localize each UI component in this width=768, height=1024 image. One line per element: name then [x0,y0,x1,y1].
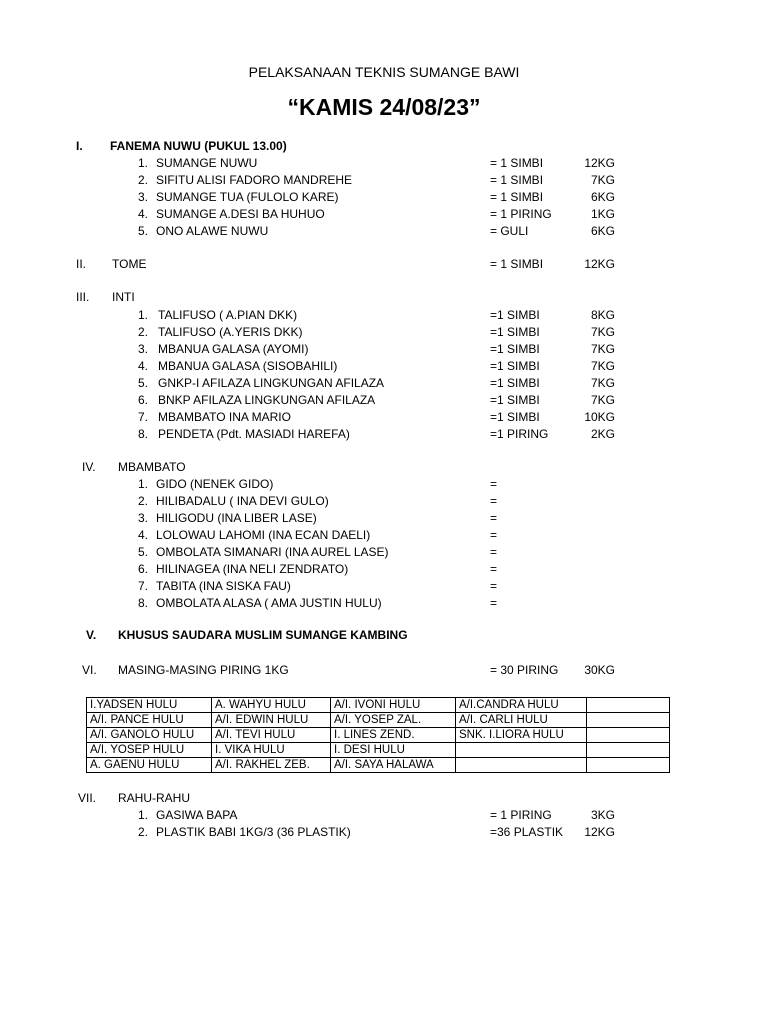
item-number: 2. [137,173,148,187]
item-weight: 8KG [590,308,615,322]
item-name: TABITA (INA SISKA FAU) [156,579,291,593]
item-name: MBANUA GALASA (SISOBAHILI) [158,359,338,373]
item-weight: 1KG [590,207,615,221]
item-weight: 12KG [584,156,615,170]
section-number: VI. [82,663,97,677]
item-quantity: = [490,511,498,525]
item-weight: 7KG [590,376,615,390]
item-quantity: =36 PLASTIK [490,825,564,839]
document-title: PELAKSANAAN TEKNIS SUMANGE BAWI [248,64,520,80]
table-cell [587,743,670,758]
section-weight: 12KG [584,257,615,271]
item-name: OMBOLATA SIMANARI (INA AUREL LASE) [156,545,389,559]
section-quantity: = 1 SIMBI [490,257,544,271]
section-label: KHUSUS SAUDARA MUSLIM SUMANGE KAMBING [118,628,408,642]
item-quantity: = 1 PIRING [490,207,552,221]
table-cell: SNK. I.LIORA HULU [456,728,587,743]
section-weight: 30KG [584,663,615,677]
section-number: V. [86,628,97,642]
item-number: 6. [137,562,148,576]
item-name: HILIBADALU ( INA DEVI GULO) [156,494,329,508]
item-weight: 2KG [590,427,615,441]
section-number: I. [76,139,83,153]
item-quantity: =1 SIMBI [490,410,540,424]
table-cell: A/I. SAYA HALAWA [331,758,456,773]
table-cell [587,758,670,773]
section-number: IV. [82,460,96,474]
item-number: 7. [137,410,148,424]
item-quantity: = GULI [490,224,529,238]
section-number: VII. [78,791,97,805]
table-cell [587,728,670,743]
item-quantity: = [490,579,498,593]
table-cell [587,698,670,713]
item-weight: 6KG [590,224,615,238]
item-weight: 7KG [590,359,615,373]
item-number: 2. [137,325,148,339]
item-weight: 7KG [590,342,615,356]
item-number: 3. [137,342,148,356]
item-name: PENDETA (Pdt. MASIADI HAREFA) [158,427,350,441]
item-name: OMBOLATA ALASA ( AMA JUSTIN HULU) [156,596,382,610]
item-name: MBAMBATO INA MARIO [158,410,291,424]
item-number: 6. [137,393,148,407]
item-name: MBANUA GALASA (AYOMI) [158,342,309,356]
table-cell: A/I. EDWIN HULU [212,713,331,728]
item-quantity: = [490,477,498,491]
table-cell: A/I. TEVI HULU [212,728,331,743]
item-name: BNKP AFILAZA LINGKUNGAN AFILAZA [158,393,376,407]
table-cell: A. WAHYU HULU [212,698,331,713]
table-row [87,743,670,758]
item-number: 7. [137,579,148,593]
section-label: RAHU-RAHU [118,791,190,805]
section-label: TOME [112,257,147,271]
section-label: INTI [112,290,135,304]
table-row [87,758,670,773]
item-name: HILIGODU (INA LIBER LASE) [156,511,317,525]
item-name: LOLOWAU LAHOMI (INA ECAN DAELI) [156,528,371,542]
item-number: 1. [137,308,148,322]
item-name: SUMANGE A.DESI BA HUHUO [156,207,325,221]
table-cell [456,758,587,773]
item-number: 4. [137,528,148,542]
table-cell [587,713,670,728]
item-quantity: = [490,494,498,508]
item-quantity: = [490,562,498,576]
item-name: HILINAGEA (INA NELI ZENDRATO) [156,562,349,576]
item-number: 3. [137,511,148,525]
item-name: ONO ALAWE NUWU [156,224,269,238]
item-number: 2. [137,825,148,839]
item-quantity: = [490,596,498,610]
section-quantity: = 30 PIRING [490,663,559,677]
table-cell: A/I.CANDRA HULU [456,698,587,713]
table-row [87,713,670,728]
names-table [86,697,670,773]
table-cell: I. LINES ZEND. [331,728,456,743]
item-number: 5. [137,376,148,390]
section-label: MBAMBATO [118,460,186,474]
section-label: FANEMA NUWU (PUKUL 13.00) [110,139,287,153]
item-number: 5. [137,545,148,559]
table-cell: I.YADSEN HULU [87,698,212,713]
item-name: TALIFUSO (A.YERIS DKK) [158,325,303,339]
section-label: MASING-MASING PIRING 1KG [118,663,289,677]
item-quantity: = 1 SIMBI [490,156,544,170]
table-cell: I. DESI HULU [331,743,456,758]
item-name: GIDO (NENEK GIDO) [156,477,274,491]
item-number: 4. [137,359,148,373]
item-weight: 7KG [590,393,615,407]
section-number: III. [76,290,90,304]
item-number: 2. [137,494,148,508]
item-number: 3. [137,190,148,204]
item-quantity: =1 SIMBI [490,376,540,390]
table-row [87,698,670,713]
section-number: II. [76,257,87,271]
item-name: GASIWA BAPA [156,808,238,822]
item-number: 8. [137,427,148,441]
item-name: SUMANGE TUA (FULOLO KARE) [156,190,339,204]
item-number: 1. [137,808,148,822]
item-weight: 12KG [584,825,615,839]
table-cell [456,743,587,758]
item-name: GNKP-I AFILAZA LINGKUNGAN AFILAZA [158,376,385,390]
table-cell: A/I. PANCE HULU [87,713,212,728]
item-quantity: = 1 SIMBI [490,190,544,204]
item-quantity: =1 PIRING [490,427,549,441]
item-number: 4. [137,207,148,221]
table-cell: A/I. IVONI HULU [331,698,456,713]
item-name: TALIFUSO ( A.PIAN DKK) [158,308,298,322]
item-quantity: = [490,528,498,542]
item-quantity: =1 SIMBI [490,359,540,373]
item-quantity: = 1 PIRING [490,808,552,822]
item-name: SUMANGE NUWU [156,156,258,170]
table-cell: A/I. GANOLO HULU [87,728,212,743]
item-quantity: = [490,545,498,559]
item-number: 1. [137,477,148,491]
table-cell: A/I. YOSEP ZAL. [331,713,456,728]
item-weight: 7KG [590,173,615,187]
table-cell: A/I. RAKHEL ZEB. [212,758,331,773]
table-row [87,728,670,743]
table-cell: A/I. CARLI HULU [456,713,587,728]
table-cell: A. GAENU HULU [87,758,212,773]
item-weight: 3KG [590,808,615,822]
table-cell: A/I. YOSEP HULU [87,743,212,758]
item-weight: 10KG [584,410,615,424]
table-cell: I. VIKA HULU [212,743,331,758]
item-quantity: =1 SIMBI [490,393,540,407]
item-quantity: =1 SIMBI [490,342,540,356]
item-number: 8. [137,596,148,610]
item-weight: 7KG [590,325,615,339]
item-number: 5. [137,224,148,238]
item-number: 1. [137,156,148,170]
item-weight: 6KG [590,190,615,204]
item-name: SIFITU ALISI FADORO MANDREHE [156,173,353,187]
item-name: PLASTIK BABI 1KG/3 (36 PLASTIK) [156,825,351,839]
document-date-heading: “KAMIS 24/08/23” [287,94,481,120]
item-quantity: =1 SIMBI [490,308,540,322]
item-quantity: = 1 SIMBI [490,173,544,187]
item-quantity: =1 SIMBI [490,325,540,339]
